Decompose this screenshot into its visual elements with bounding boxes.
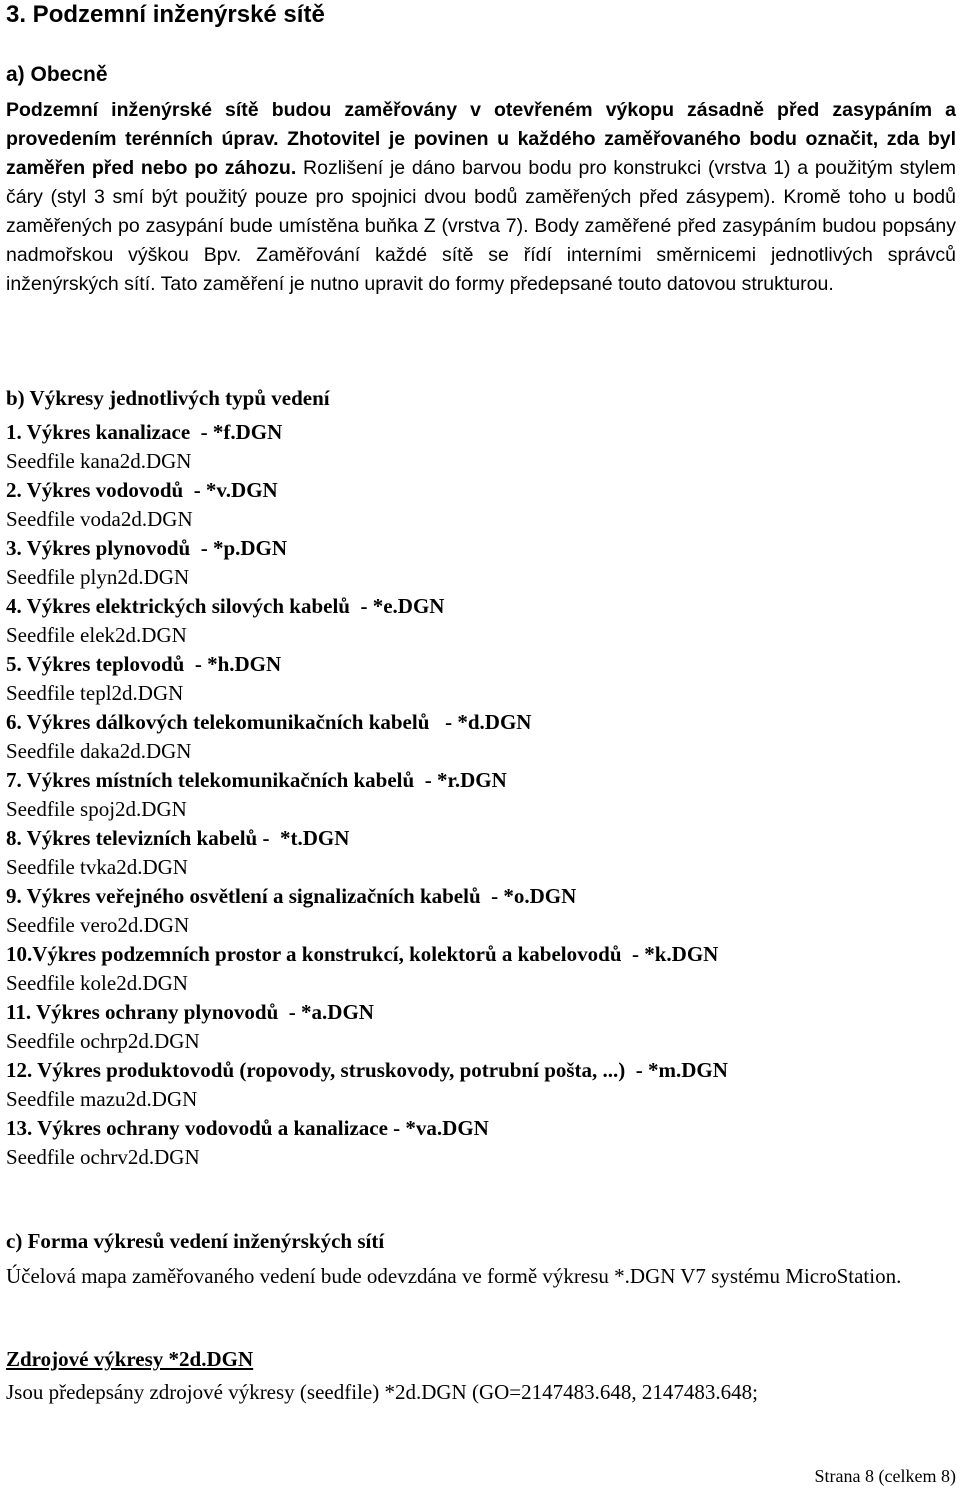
list-item	[6, 766, 956, 824]
seed-section-text: Jsou předepsány zdrojové výkresy (seedfile) *2d.DGN (GO=2147483.648, 2147483.648;	[6, 1380, 758, 1404]
list-item	[6, 476, 956, 534]
drawing-title: 13. Výkres ochrany vodovodů a kanalizace - *va.DGN	[6, 1116, 489, 1140]
subsection-a-paragraph	[6, 96, 956, 299]
drawing-title: 5. Výkres teplovodů - *h.DGN	[6, 652, 282, 676]
drawing-title: 12. Výkres produktovodů (ropovody, struskovody, potrubní pošta, ...) - *m.DGN	[6, 1058, 728, 1082]
seedfile-name: Seedfile kana2d.DGN	[6, 449, 192, 473]
seedfile-name: Seedfile ochrv2d.DGN	[6, 1145, 200, 1169]
list-item	[6, 418, 956, 476]
drawing-title: 10.Výkres podzemních prostor a konstrukcí, kolektorů a kabelovodů - *k.DGN	[6, 942, 719, 966]
seedfile-name: Seedfile tepl2d.DGN	[6, 681, 184, 705]
drawing-title: 3. Výkres plynovodů - *p.DGN	[6, 536, 288, 560]
seed-section-title: Zdrojové výkresy *2d.DGN	[6, 1347, 254, 1371]
page-footer: Strana 8 (celkem 8)	[814, 1466, 956, 1486]
seedfile-name: Seedfile daka2d.DGN	[6, 739, 192, 763]
seedfile-name: Seedfile elek2d.DGN	[6, 623, 187, 647]
subsection-a-title: a) Obecně	[6, 63, 108, 86]
list-item	[6, 998, 956, 1056]
seedfile-name: Seedfile ochrp2d.DGN	[6, 1029, 200, 1053]
drawing-title: 8. Výkres televizních kabelů - *t.DGN	[6, 826, 350, 850]
seedfile-name: Seedfile mazu2d.DGN	[6, 1087, 198, 1111]
list-item	[6, 940, 956, 998]
list-item	[6, 592, 956, 650]
subsection-a-bold-text: Podzemní inženýrské sítě budou zaměřovány v otevřeném výkopu zásadně před zasypáním a provedením terénních úprav. Zhotovitel je povinen u každého zaměřovaného bodu označit, zda byl zaměřen před nebo po záhozu.	[6, 99, 956, 179]
list-item	[6, 1056, 956, 1114]
drawing-title: 2. Výkres vodovodů - *v.DGN	[6, 478, 278, 502]
seedfile-name: Seedfile tvka2d.DGN	[6, 855, 188, 879]
drawing-title: 4. Výkres elektrických silových kabelů - *e.DGN	[6, 594, 445, 618]
seedfile-name: Seedfile plyn2d.DGN	[6, 565, 190, 589]
subsection-c-title: c) Forma výkresů vedení inženýrských sítí	[6, 1229, 385, 1253]
seedfile-name: Seedfile voda2d.DGN	[6, 507, 193, 531]
list-item	[6, 1114, 956, 1172]
section-heading: 3. Podzemní inženýrské sítě	[6, 1, 325, 28]
seedfile-name: Seedfile kole2d.DGN	[6, 971, 188, 995]
subsection-b-title: b) Výkresy jednotlivých typů vedení	[6, 386, 330, 410]
subsection-c-text: Účelová mapa zaměřovaného vedení bude odevzdána ve formě výkresu *.DGN V7 systému MicroStation.	[6, 1264, 902, 1288]
list-item	[6, 534, 956, 592]
seedfile-name: Seedfile spoj2d.DGN	[6, 797, 187, 821]
seedfile-name: Seedfile vero2d.DGN	[6, 913, 190, 937]
list-item	[6, 882, 956, 940]
drawing-title: 6. Výkres dálkových telekomunikačních kabelů - *d.DGN	[6, 710, 532, 734]
subsection-a-text: Rozlišení je dáno barvou bodu pro konstrukci (vrstva 1) a použitým stylem čáry (styl 3 smí být použitý pouze pro spojnici dvou bodů zaměřených před zásypem). Kromě toho u bodů zaměřených po zasypání bude umístěna buňka Z (vrstva 7). Body zaměřené před zasypáním budou popsány nadmořskou výškou Bpv. Zaměřování každé sítě se řídí interními směrnicemi jednotlivých správců inženýrských sítí. Tato zaměření je nutno upravit do formy předepsané touto datovou strukturou.	[6, 157, 956, 295]
drawing-title: 11. Výkres ochrany plynovodů - *a.DGN	[6, 1000, 374, 1024]
drawing-title: 9. Výkres veřejného osvětlení a signalizačních kabelů - *o.DGN	[6, 884, 577, 908]
list-item	[6, 650, 956, 708]
drawing-title: 7. Výkres místních telekomunikačních kabelů - *r.DGN	[6, 768, 507, 792]
drawing-type-list	[6, 418, 956, 1172]
list-item	[6, 708, 956, 766]
drawing-title: 1. Výkres kanalizace - *f.DGN	[6, 420, 283, 444]
list-item	[6, 824, 956, 882]
